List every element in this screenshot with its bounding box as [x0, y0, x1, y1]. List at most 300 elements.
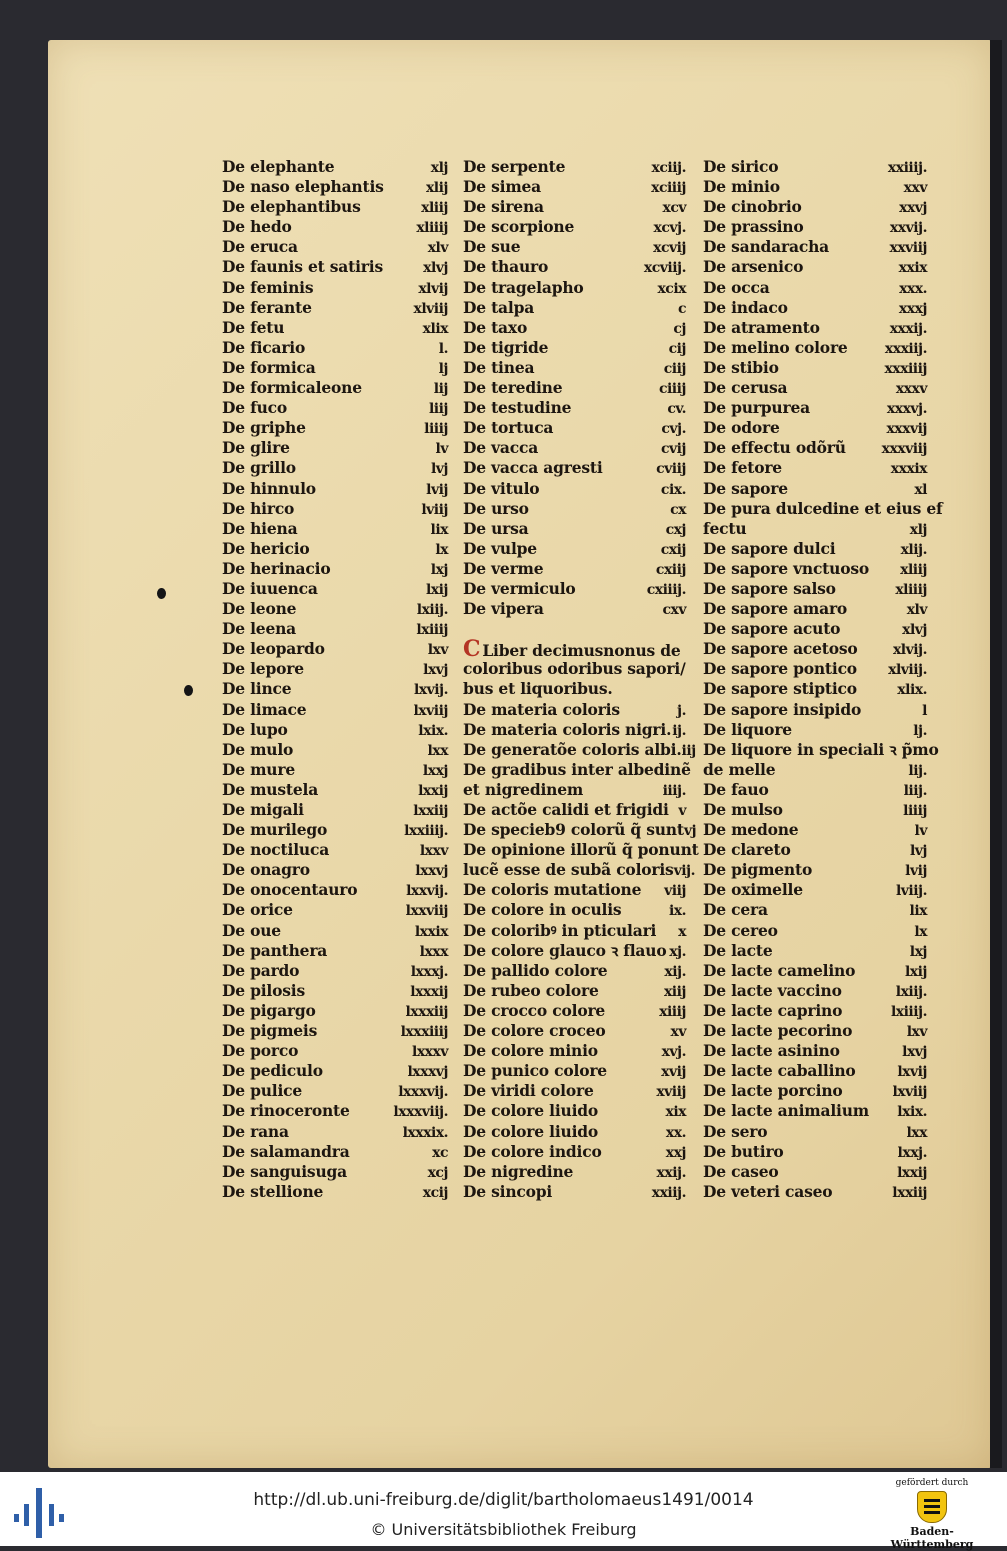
entry-title: De sapore vnctuoso: [703, 558, 870, 578]
entry-title: De purpurea: [703, 398, 810, 418]
entry-title: De lacte animalium: [703, 1101, 869, 1121]
index-entry: [463, 217, 686, 237]
index-entry: [463, 579, 686, 599]
index-entry: [463, 257, 686, 277]
entry-folio-number: xxxvj.: [886, 401, 927, 418]
entry-folio-number: lix: [909, 903, 927, 920]
index-entry: [703, 1021, 927, 1041]
entry-title: De leena: [222, 619, 297, 639]
entry-folio-number: xvj.: [661, 1044, 686, 1061]
entry-title: De medone: [703, 820, 799, 840]
entry-title: De stibio: [703, 357, 779, 377]
entry-folio-number: lv: [914, 823, 927, 840]
entry-folio-number: iiij.: [662, 782, 686, 799]
entry-folio-number: xxxiij.: [884, 340, 927, 357]
entry-title: De panthera: [222, 940, 328, 960]
entry-folio-number: lix: [430, 521, 448, 538]
entry-folio-number: lxxx: [419, 943, 448, 960]
entry-title: De sapore acuto: [703, 619, 841, 639]
entry-folio-number: xliiij: [416, 220, 448, 237]
entry-folio-number: lviij.: [895, 883, 927, 900]
entry-folio-number: lxvij.: [413, 682, 448, 699]
entry-folio-number: xc: [432, 1144, 448, 1161]
index-entry: [222, 499, 448, 519]
entry-folio-number: iij: [681, 742, 696, 759]
entry-title: De talpa: [463, 297, 535, 317]
entry-folio-number: lxxix: [414, 923, 448, 940]
entry-title: De coloribꝰ in pticulari: [463, 920, 657, 940]
entry-folio-number: xlij: [425, 180, 448, 197]
index-entry: [703, 1182, 927, 1202]
entry-title: De caseo: [703, 1161, 779, 1181]
index-entry: [703, 1162, 927, 1182]
index-entry: [463, 679, 686, 699]
entry-title: De lacte caprino: [703, 1000, 843, 1020]
entry-folio-number: lxxij: [418, 782, 448, 799]
entry-title: De pigargo: [222, 1000, 316, 1020]
index-entry: [703, 1142, 927, 1162]
index-entry: [222, 1041, 448, 1061]
entry-title: De cinobrio: [703, 197, 802, 217]
entry-folio-number: xlv: [427, 240, 448, 257]
index-entry: [703, 378, 927, 398]
entry-title: De pigmeis: [222, 1021, 318, 1041]
entry-title: De hiena: [222, 518, 298, 538]
index-entry: [222, 941, 448, 961]
index-entry: [463, 1162, 686, 1182]
entry-title: De minio: [703, 177, 780, 197]
index-entry: [463, 237, 686, 257]
index-entry: [463, 880, 686, 900]
entry-title: De lupo: [222, 719, 288, 739]
index-entry: [703, 1081, 927, 1101]
entry-title: De tortuca: [463, 418, 554, 438]
index-entry: [463, 197, 686, 217]
entry-title: De vermiculo: [463, 578, 576, 598]
index-entry: [463, 941, 686, 961]
entry-title: De arsenico: [703, 257, 804, 277]
index-entry: [222, 880, 448, 900]
entry-folio-number: ciiij: [658, 381, 686, 398]
entry-title: De grillo: [222, 458, 296, 478]
entry-folio-number: lxxxvj: [407, 1064, 448, 1081]
index-entry: [222, 338, 448, 358]
index-entry: [222, 860, 448, 880]
entry-title: De ficario: [222, 337, 306, 357]
entry-folio-number: xcv: [662, 200, 686, 217]
entry-title: De specieb9 colorũ q̃ sunt: [463, 820, 684, 840]
index-entry: [703, 1041, 927, 1061]
index-entry: [463, 479, 686, 499]
index-entry: [703, 1101, 927, 1121]
index-entry: [222, 679, 448, 699]
entry-folio-number: cviij: [656, 461, 686, 478]
index-entry: [703, 700, 927, 720]
index-entry: [222, 961, 448, 981]
entry-folio-number: xcix: [657, 280, 686, 297]
index-entry: [703, 840, 927, 860]
entry-title: De mulso: [703, 800, 783, 819]
entry-folio-number: xxviij: [889, 240, 927, 257]
entry-title: De simea: [463, 177, 542, 197]
index-entry: [703, 961, 927, 981]
index-entry: [703, 498, 943, 519]
entry-folio-number: lvj: [909, 843, 927, 860]
index-entry: [703, 177, 927, 197]
entry-folio-number: ciij: [663, 360, 686, 377]
entry-title: De vipera: [463, 599, 544, 619]
entry-folio-number: cxiij: [655, 561, 686, 578]
entry-folio-number: j.: [677, 702, 686, 719]
entry-folio-number: c: [677, 300, 686, 317]
entry-folio-number: liij.: [903, 782, 927, 799]
index-entry: [703, 800, 927, 820]
entry-folio-number: xxij.: [656, 1164, 686, 1181]
entry-folio-number: xliij: [900, 561, 927, 578]
index-entry: [222, 981, 448, 1001]
index-entry: [703, 619, 927, 639]
entry-folio-number: xj.: [669, 943, 686, 960]
index-entry: [703, 1001, 927, 1021]
index-entry: [703, 318, 927, 338]
entry-folio-number: xlvj: [423, 260, 448, 277]
entry-title: De colore glauco ꝛ flauo: [463, 940, 667, 960]
entry-title: De materia coloris: [463, 699, 620, 719]
entry-title: De mure: [222, 759, 295, 779]
index-entry: [222, 257, 448, 277]
entry-folio-number: xxx.: [899, 280, 927, 297]
entry-title: De occa: [703, 277, 770, 297]
entry-folio-number: xxxij.: [889, 320, 927, 337]
entry-title: De lacte pecorino: [703, 1021, 853, 1041]
index-entry: [222, 318, 448, 338]
entry-title: De orice: [222, 900, 293, 920]
entry-title: De sirico: [703, 157, 779, 176]
entry-folio-number: xxxiiij: [884, 360, 927, 377]
entry-title: De elephantibus: [222, 197, 361, 217]
index-entry: [222, 760, 448, 780]
binding-hole: [184, 685, 193, 696]
index-entry: [703, 1061, 927, 1081]
entry-title: De liquore: [703, 719, 792, 739]
entry-title: De oximelle: [703, 880, 803, 900]
entry-title: et nigredinem: [463, 779, 584, 799]
index-entry: [703, 941, 927, 961]
entry-title: De prassino: [703, 217, 804, 237]
entry-folio-number: xv: [670, 1024, 686, 1041]
entry-folio-number: lj.: [913, 722, 927, 739]
entry-folio-number: x: [678, 923, 686, 940]
index-entry: [222, 438, 448, 458]
entry-title: De rana: [222, 1121, 289, 1141]
entry-title: De elephante: [222, 157, 335, 176]
entry-title: De opinione illorũ q̃ ponunt: [463, 840, 699, 860]
index-entry: [703, 237, 927, 257]
state-crest-icon: [917, 1491, 947, 1523]
index-entry: [222, 700, 448, 720]
page-edge: [990, 40, 1002, 1468]
entry-folio-number: xxxvij: [886, 421, 927, 438]
entry-folio-number: xlviij: [413, 300, 448, 317]
index-entry: [703, 760, 927, 780]
entry-title: De colore croceo: [463, 1021, 606, 1041]
entry-folio-number: lij.: [908, 762, 927, 779]
index-entry: [222, 458, 448, 478]
index-entry: [463, 278, 686, 298]
entry-folio-number: lj: [438, 360, 448, 377]
entry-title: De liquore in speciali ꝛ p̃mo: [703, 739, 939, 759]
index-entry: [222, 1122, 448, 1142]
entry-title: De tragelapho: [463, 277, 584, 297]
entry-folio-number: xcvij: [653, 240, 686, 257]
entry-folio-number: lvj: [430, 461, 448, 478]
entry-folio-number: xcij: [422, 1184, 448, 1201]
index-entry: [463, 860, 695, 880]
index-entry: [703, 157, 927, 177]
entry-title: De urso: [463, 498, 529, 518]
entry-folio-number: lxxxviij.: [393, 1104, 448, 1121]
entry-folio-number: xxiij.: [651, 1184, 686, 1201]
entry-title: De onocentauro: [222, 880, 358, 900]
entry-title: De cereo: [703, 920, 778, 940]
entry-title: De nigredine: [463, 1161, 574, 1181]
index-entry: [463, 1182, 686, 1202]
index-entry: [222, 177, 448, 197]
permalink-url[interactable]: http://dl.ub.uni-freiburg.de/diglit/bartholomaeus1491/0014: [253, 1490, 754, 1510]
index-entry: [463, 921, 686, 941]
entry-title: De formica: [222, 357, 316, 377]
entry-folio-number: xlv: [906, 602, 927, 619]
index-entry: [463, 636, 686, 663]
entry-title: De faunis et satiris: [222, 257, 383, 277]
index-entry: [463, 559, 686, 579]
entry-folio-number: lxxxiij: [405, 1003, 448, 1020]
entry-folio-number: lxxxij: [410, 983, 448, 1000]
index-entry: [463, 1061, 686, 1081]
entry-title: De pigmento: [703, 860, 813, 880]
entry-folio-number: xcj: [427, 1164, 448, 1181]
entry-title: De noctiluca: [222, 840, 330, 860]
index-entry: [703, 479, 927, 499]
index-entry: [222, 780, 448, 800]
index-entry: [463, 759, 691, 780]
index-entry: [463, 800, 686, 820]
entry-title: De lince: [222, 679, 292, 699]
index-entry: [703, 217, 927, 237]
entry-title: De thauro: [463, 257, 549, 277]
entry-folio-number: xciij.: [651, 160, 686, 176]
entry-title: De murilego: [222, 820, 328, 840]
index-entry: [222, 1162, 448, 1182]
entry-title: De teredine: [463, 378, 563, 398]
index-entry: [463, 1041, 686, 1061]
entry-folio-number: cx: [670, 501, 686, 518]
index-column-2: [463, 157, 699, 1202]
entry-folio-number: xlij.: [900, 541, 927, 558]
index-entry: [463, 780, 686, 800]
entry-folio-number: cxij: [660, 541, 686, 558]
index-entry: [463, 177, 686, 197]
entry-title: De colore minio: [463, 1041, 598, 1061]
entry-folio-number: xviij: [656, 1084, 686, 1101]
entry-folio-number: xxix: [898, 260, 927, 277]
index-entry: [703, 820, 927, 840]
index-entry: [222, 278, 448, 298]
blank-line: [463, 619, 686, 639]
index-entry: [222, 820, 448, 840]
entry-title: De materia coloris nigri.: [463, 719, 672, 739]
entry-title: De onagro: [222, 860, 310, 880]
index-entry: [222, 358, 448, 378]
entry-folio-number: xxv: [903, 180, 927, 197]
entry-folio-number: lxiiij.: [890, 1003, 927, 1020]
index-entry: [463, 298, 686, 318]
entry-title: De sue: [463, 237, 521, 257]
entry-title: De generatõe coloris albi.: [463, 739, 682, 759]
index-entry: [463, 900, 686, 920]
index-entry: [703, 780, 927, 800]
index-entry: [703, 458, 927, 478]
index-entry: [222, 217, 448, 237]
entry-title: De hericio: [222, 538, 310, 558]
index-entry: [463, 1101, 686, 1121]
index-entry: [703, 921, 927, 941]
entry-title: De vacca agresti: [463, 458, 603, 478]
entry-title: De sirena: [463, 197, 544, 217]
entry-folio-number: lxix.: [897, 1104, 927, 1121]
index-entry: [222, 298, 448, 318]
entry-folio-number: xlvij: [418, 280, 448, 297]
index-entry: [703, 579, 927, 599]
entry-title: De pulice: [222, 1081, 303, 1101]
index-entry: [463, 840, 699, 860]
index-entry: [222, 1081, 448, 1101]
entry-title: De lacte asinino: [703, 1041, 840, 1061]
entry-title: coloribus odoribus sapori/: [463, 659, 686, 679]
entry-title: de melle: [703, 759, 776, 779]
entry-title: De atramento: [703, 317, 820, 337]
entry-title: De rinoceronte: [222, 1101, 350, 1121]
index-entry: [463, 338, 686, 358]
entry-title: De pallido colore: [463, 960, 608, 980]
entry-folio-number: lxx: [906, 1124, 927, 1141]
index-entry: [222, 619, 448, 639]
index-entry: [463, 519, 686, 539]
entry-title: De scorpione: [463, 217, 575, 237]
copyright-notice: © Universitätsbibliothek Freiburg: [370, 1520, 637, 1539]
entry-folio-number: xlj: [430, 160, 448, 176]
entry-folio-number: lxvij: [897, 1064, 927, 1081]
entry-folio-number: cix.: [660, 481, 686, 498]
entry-folio-number: lvij: [426, 481, 448, 498]
entry-title: De herinacio: [222, 558, 331, 578]
entry-folio-number: lxvj: [423, 662, 448, 679]
entry-folio-number: lxvj: [902, 1044, 927, 1061]
entry-title: De glire: [222, 438, 290, 458]
entry-title: bus et liquoribus.: [463, 679, 613, 699]
index-entry: [703, 739, 939, 760]
entry-title: De fetu: [222, 317, 285, 337]
entry-folio-number: lxiij.: [895, 983, 927, 1000]
index-entry: [222, 1001, 448, 1021]
viewer-footer: [0, 1472, 1007, 1551]
index-entry: [463, 1021, 686, 1041]
index-entry: [703, 880, 927, 900]
entry-folio-number: lviij: [421, 501, 448, 518]
entry-folio-number: liij: [428, 401, 448, 418]
entry-folio-number: xlvj: [902, 622, 927, 639]
entry-folio-number: vj: [683, 823, 697, 840]
entry-title: De lacte vaccino: [703, 980, 842, 1000]
entry-folio-number: xij.: [664, 963, 686, 980]
entry-title: De indaco: [703, 297, 788, 317]
entry-folio-number: ix.: [668, 903, 686, 920]
entry-title: De viridi colore: [463, 1081, 594, 1101]
entry-title: De sapore insipido: [703, 699, 862, 719]
rubric-initial: C: [463, 636, 481, 663]
index-entry: [222, 197, 448, 217]
entry-folio-number: xxxix: [890, 461, 927, 478]
index-entry: [703, 900, 927, 920]
index-entry: [703, 1122, 927, 1142]
index-entry: [463, 1122, 686, 1142]
entry-title: De sapore pontico: [703, 659, 857, 679]
entry-title: De fetore: [703, 458, 782, 478]
entry-folio-number: xvij: [661, 1064, 686, 1081]
entry-folio-number: xxj: [665, 1144, 686, 1161]
index-entry: [703, 197, 927, 217]
entry-folio-number: lxxj: [422, 762, 448, 779]
entry-folio-number: l.: [438, 340, 448, 357]
entry-title: De lacte: [703, 940, 773, 960]
index-entry: [463, 1081, 686, 1101]
index-entry: [463, 981, 686, 1001]
entry-folio-number: v: [678, 803, 686, 819]
index-entry: [222, 398, 448, 418]
entry-folio-number: lxxvj: [415, 863, 448, 880]
index-column-1: [222, 157, 448, 1202]
entry-title: De sapore amaro: [703, 599, 848, 619]
index-entry: [463, 318, 686, 338]
entry-folio-number: lxxiiij.: [404, 823, 448, 840]
entry-title: De stellione: [222, 1181, 324, 1201]
index-entry: [703, 519, 927, 539]
index-entry: [463, 438, 686, 458]
entry-folio-number: lxj: [430, 561, 448, 578]
index-entry: [463, 1001, 686, 1021]
entry-title: De odore: [703, 418, 780, 438]
entry-title: De melino colore: [703, 337, 848, 357]
index-entry: [222, 1182, 448, 1202]
index-entry: [463, 1142, 686, 1162]
entry-title: De fuco: [222, 398, 288, 418]
entry-folio-number: lxxj.: [897, 1144, 927, 1161]
index-entry: [703, 860, 927, 880]
entry-title: De feminis: [222, 277, 314, 297]
entry-title: De fauo: [703, 779, 769, 799]
entry-folio-number: xx.: [665, 1124, 686, 1141]
entry-folio-number: cxj: [665, 521, 686, 538]
index-entry: [703, 358, 927, 378]
entry-folio-number: xxxj: [898, 300, 927, 317]
entry-title: lucẽ esse de subã coloris: [463, 860, 674, 880]
entry-folio-number: lxxiij: [413, 803, 448, 819]
entry-title: De veteri caseo: [703, 1181, 833, 1201]
index-entry: [222, 800, 448, 820]
entry-folio-number: xliij: [421, 200, 448, 217]
entry-folio-number: lx: [914, 923, 927, 940]
entry-title: De sandaracha: [703, 237, 829, 257]
